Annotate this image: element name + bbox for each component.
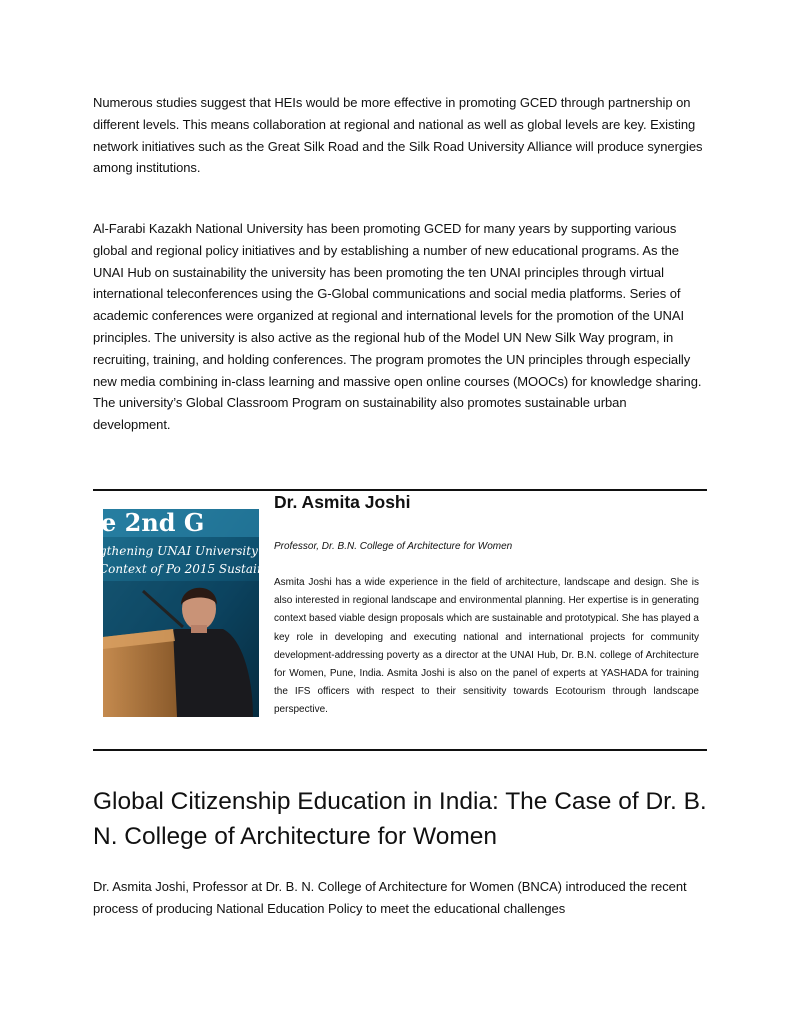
profile-photo — [99, 508, 285, 717]
svg-text:e 2nd G: e 2nd G — [101, 508, 205, 537]
svg-text:Context of Po 2015 Sustain: Context of Po 2015 Sustain — [99, 562, 265, 576]
body-paragraph-3: Dr. Asmita Joshi, Professor at Dr. B. N. College of Architecture for Women (BNCA) introduced the recent process of producing National Education Policy to meet the educational challenges — [93, 879, 687, 916]
body-paragraph-2: Al-Farabi Kazakh National University has been promoting GCED for many years by supporting various global and regional policy initiatives and by establishing a number of new educational programs. As the UNAI Hub on sustainability the university has been promoting the ten UNAI principles through virtual international teleconferences using the G-Global communications and social media platforms. Series of academic conferences were organized at regional and international levels for the promotion of the UNAI principles. The university is also active as the regional hub of the Model UN New Silk Way program, in recruiting, training, and holding conferences. The program promotes the UN principles through especially new media combining in-class learning and massive open online courses (MOOCs) for knowledge sharing. The university’s Global Classroom Program on sustainability also promotes sustainable urban development. — [93, 221, 702, 433]
svg-text:gthening UNAI University Net: gthening UNAI University Net — [99, 544, 285, 558]
profile-bottom-rule — [93, 749, 707, 751]
section-heading: Global Citizenship Education in India: The Case of Dr. B. N. College of Architecture for Women — [93, 788, 707, 850]
profile-bio: Asmita Joshi has a wide experience in the field of architecture, landscape and design. She is also interested in regional landscape and environmental planning. Her expertise is in generating context based viable design proposals which are sustainable and prototypical. She has played a key role in developing and executing national and international projects for community development-addressing poverty as a director at the UNAI Hub, Dr. B.N. college of Architecture for Women, Pune, India. Asmita Joshi is also on the panel of experts at YASHADA for training the IFS officers with respect to their sensitivity towards Ecotourism through landscape perspective. — [274, 577, 699, 716]
profile-top-rule — [93, 489, 707, 491]
body-paragraph-1: Numerous studies suggest that HEIs would be more effective in promoting GCED through partnership on different levels. This means collaboration at regional and national as well as global levels are key. Existing network initiatives such as the Great Silk Road and the Silk Road University Alliance will produce synergies among institutions. — [93, 95, 703, 176]
profile-name: Dr. Asmita Joshi — [274, 492, 411, 512]
profile-role: Professor, Dr. B.N. College of Architecture for Women — [274, 541, 513, 552]
